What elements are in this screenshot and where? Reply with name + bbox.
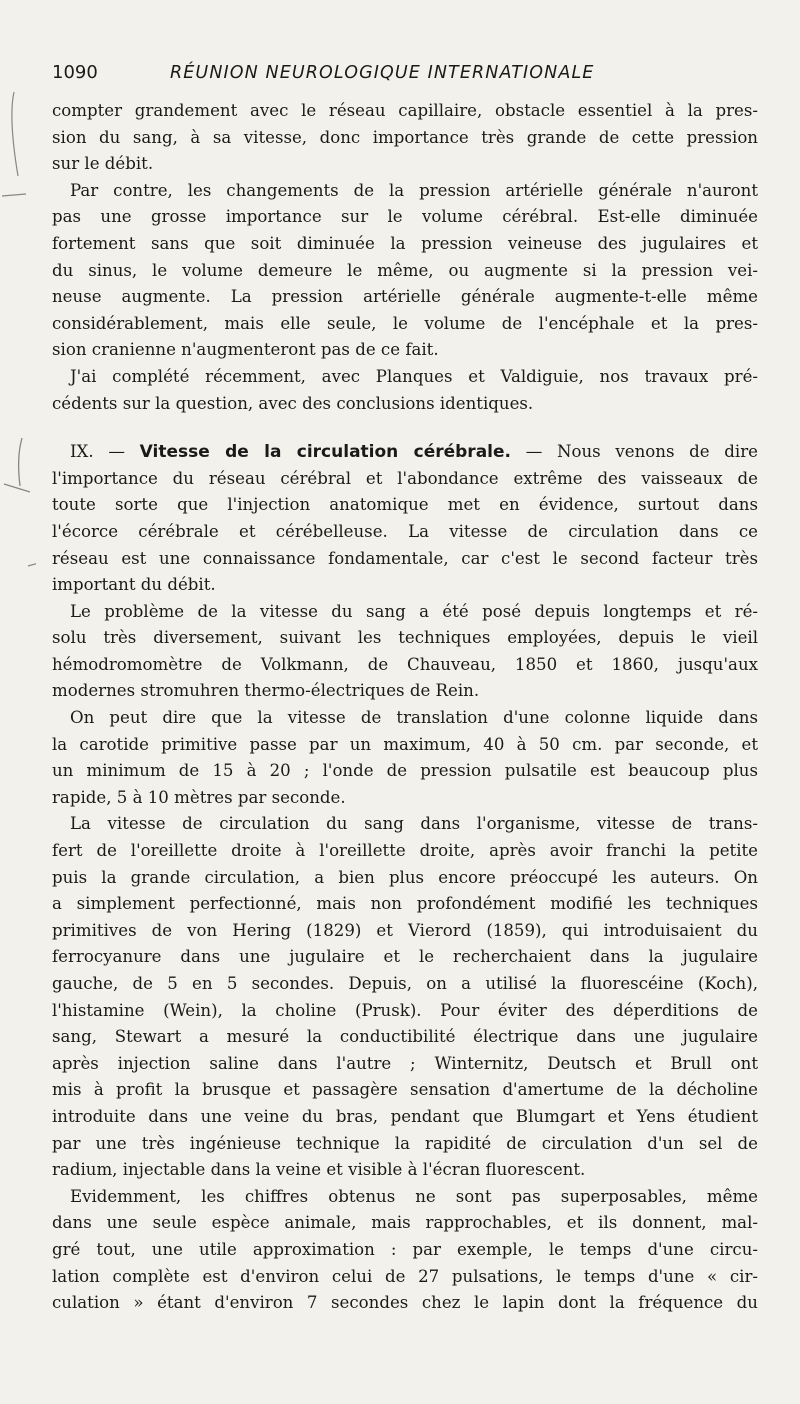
text-line: dans une seule espèce animale, mais rapprochables, et ils donnent, mal- bbox=[52, 1213, 758, 1233]
text-line: culation » étant d'environ 7 secondes chez le lapin dont la fréquence du bbox=[52, 1293, 758, 1313]
text-line: ferrocyanure dans une jugulaire et le recherchaient dans la jugulaire bbox=[52, 947, 758, 967]
text-line: lation complète est d'environ celui de 27 pulsations, le temps d'une « cir- bbox=[52, 1266, 758, 1286]
section-gap bbox=[52, 417, 758, 439]
text-line: introduite dans une veine du bras, pendant que Blumgart et Yens étudient bbox=[52, 1106, 758, 1126]
text-line: important du débit. bbox=[52, 575, 216, 595]
text-line: fert de l'oreillette droite à l'oreillette droite, après avoir franchi la petite bbox=[52, 841, 758, 861]
text-line: solu très diversement, suivant les techniques employées, depuis le vieil bbox=[52, 628, 758, 648]
running-title: RÉUNION NEUROLOGIQUE INTERNATIONALE bbox=[170, 63, 595, 83]
text-line: sion du sang, à sa vitesse, donc importance très grande de cette pression bbox=[52, 127, 758, 147]
paragraph-7 bbox=[52, 811, 758, 1183]
text-line: Le problème de la vitesse du sang a été posé depuis longtemps et ré- bbox=[70, 601, 758, 621]
paragraph-8 bbox=[52, 1184, 758, 1317]
text-line: l'importance du réseau cérébral et l'abondance extrême des vaisseaux de bbox=[52, 468, 758, 488]
text-line: neuse augmente. La pression artérielle générale augmente-t-elle même bbox=[52, 287, 758, 307]
text-line: modernes stromuhren thermo-électriques de Rein. bbox=[52, 681, 480, 701]
text-line: sang, Stewart a mesuré la conductibilité électrique dans une jugulaire bbox=[52, 1027, 758, 1047]
text-line: hémodromomètre de Volkmann, de Chauveau, 1850 et 1860, jusqu'aux bbox=[52, 654, 758, 674]
text-line: gré tout, une utile approximation : par exemple, le temps d'une circu- bbox=[52, 1239, 758, 1259]
section-heading-line bbox=[52, 439, 758, 466]
text-line: La vitesse de circulation du sang dans l'organisme, vitesse de trans- bbox=[70, 814, 758, 834]
text-line: sion cranienne n'augmenteront pas de ce fait. bbox=[52, 340, 439, 360]
text-line: On peut dire que la vitesse de translation d'une colonne liquide dans bbox=[70, 708, 758, 728]
running-header bbox=[52, 62, 758, 98]
section-title: Vitesse de la circulation cérébrale. bbox=[139, 442, 511, 463]
paragraph-6 bbox=[52, 705, 758, 811]
text-line: Evidemment, les chiffres obtenus ne sont pas superposables, même bbox=[70, 1186, 758, 1206]
text-line: l'écorce cérébrale et cérébelleuse. La vitesse de circulation dans ce bbox=[52, 521, 758, 541]
text-line: Par contre, les changements de la pression artérielle générale n'auront bbox=[70, 180, 758, 200]
text-line: fortement sans que soit diminuée la pression veineuse des jugulaires et bbox=[52, 233, 758, 253]
text-line: après injection saline dans l'autre ; Winternitz, Deutsch et Brull ont bbox=[52, 1053, 758, 1073]
text-line: rapide, 5 à 10 mètres par seconde. bbox=[52, 787, 346, 807]
text-line: compter grandement avec le réseau capillaire, obstacle essentiel à la pres- bbox=[52, 101, 758, 120]
section-label: IX. — bbox=[70, 442, 125, 462]
book-page bbox=[52, 62, 758, 1317]
text-line: puis la grande circulation, a bien plus encore préoccupé les auteurs. On bbox=[52, 867, 758, 887]
text-line: gauche, de 5 en 5 secondes. Depuis, on a utilisé la fluorescéine (Koch), bbox=[52, 974, 758, 993]
text-line: mis à profit la brusque et passagère sensation d'amertume de la décholine bbox=[52, 1080, 758, 1100]
page-number: 1090 bbox=[52, 62, 98, 83]
text-line: considérablement, mais elle seule, le volume de l'encéphale et la pres- bbox=[52, 313, 758, 333]
paragraph-2 bbox=[52, 178, 758, 364]
text-line: primitives de von Hering (1829) et Vierord (1859), qui introduisaient du bbox=[52, 920, 758, 940]
text-line: pas une grosse importance sur le volume cérébral. Est-elle diminuée bbox=[52, 207, 758, 227]
text-line: la carotide primitive passe par un maximum, 40 à 50 cm. par seconde, et bbox=[52, 734, 758, 754]
text-line: par une très ingénieuse technique la rapidité de circulation d'un sel de bbox=[52, 1133, 758, 1153]
text-line: radium, injectable dans la veine et visible à l'écran fluorescent. bbox=[52, 1160, 586, 1180]
text-line: a simplement perfectionné, mais non profondément modifié les techniques bbox=[52, 894, 758, 914]
text-line: J'ai complété récemment, avec Planques et Valdiguie, nos travaux pré- bbox=[70, 366, 758, 386]
paragraph-3 bbox=[52, 364, 758, 417]
margin-pencil-marks bbox=[0, 0, 36, 1404]
body-text bbox=[52, 98, 758, 1317]
text-line: du sinus, le volume demeure le même, ou augmente si la pression vei- bbox=[52, 260, 758, 280]
text-line: toute sorte que l'injection anatomique met en évidence, surtout dans bbox=[52, 495, 758, 515]
text-line: cédents sur la question, avec des conclusions identiques. bbox=[52, 393, 534, 413]
text-line: un minimum de 15 à 20 ; l'onde de pression pulsatile est beaucoup plus bbox=[52, 761, 758, 781]
section-ix bbox=[52, 439, 758, 599]
text-line: sur le débit. bbox=[52, 154, 154, 174]
paragraph-1 bbox=[52, 98, 758, 178]
text-line: réseau est une connaissance fondamentale, car c'est le second facteur très bbox=[52, 548, 758, 568]
paragraph-5 bbox=[52, 599, 758, 705]
text-line: l'histamine (Wein), la choline (Prusk). Pour éviter des déperditions de bbox=[52, 1000, 758, 1020]
section-heading-rest: — Nous venons de dire bbox=[525, 442, 758, 462]
